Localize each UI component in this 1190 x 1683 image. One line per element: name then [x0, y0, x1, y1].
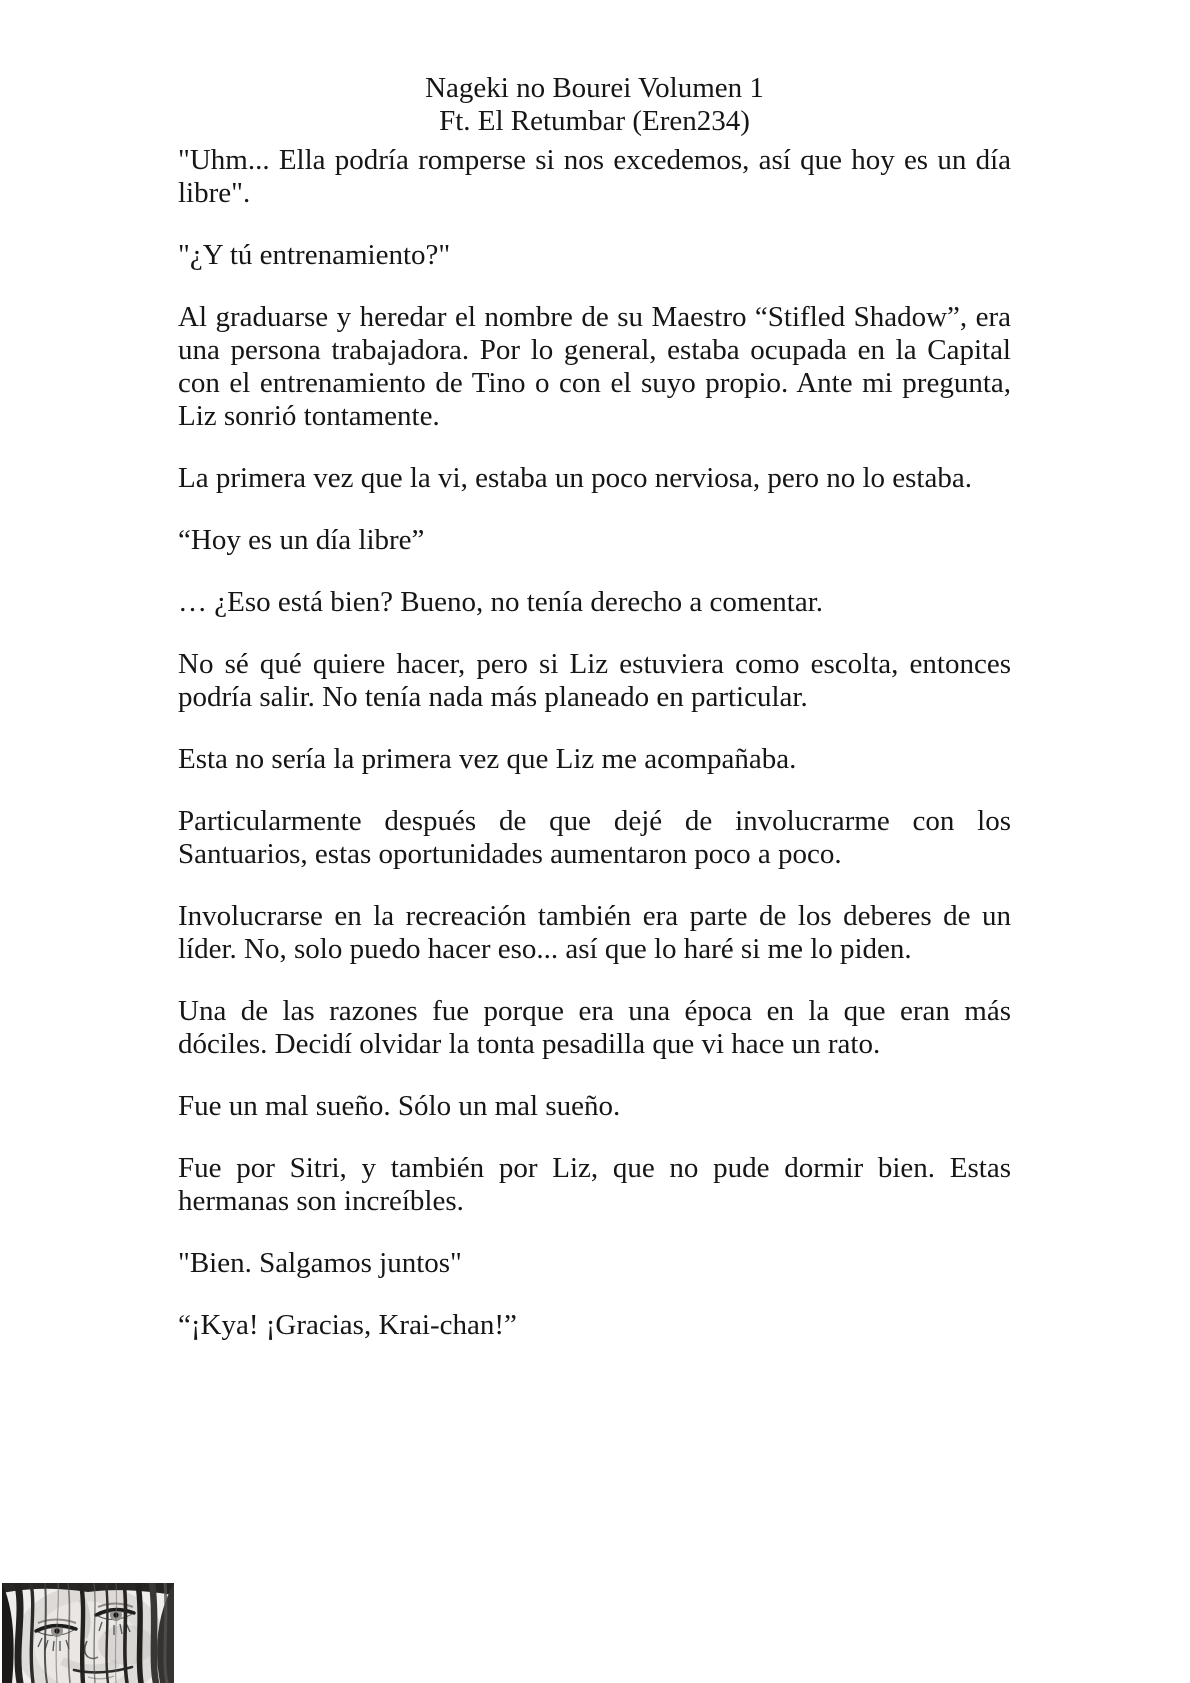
paragraph: No sé qué quiere hacer, pero si Liz estuviera como escolta, entonces podría salir. No tenía nada más planeado en particular.: [178, 648, 1011, 713]
paragraph: “Hoy es un día libre”: [178, 524, 425, 556]
document-header: [178, 72, 1011, 138]
document-title: Nageki no Bourei Volumen 1: [425, 72, 764, 104]
paragraph: “¡Kya! ¡Gracias, Krai-chan!”: [178, 1309, 517, 1341]
paragraph: Fue por Sitri, y también por Liz, que no pude dormir bien. Estas hermanas son increíbles.: [178, 1152, 1011, 1217]
paragraph: "¿Y tú entrenamiento?": [178, 239, 451, 271]
paragraph: Esta no sería la primera vez que Liz me acompañaba.: [178, 743, 797, 775]
paragraph: Particularmente después de que dejé de involucrarme con los Santuarios, estas oportunidades aumentaron poco a poco.: [178, 805, 1011, 870]
paragraph: "Uhm... Ella podría romperse si nos excedemos, así que hoy es un día libre".: [178, 144, 1011, 209]
document-subtitle: Ft. El Retumbar (Eren234): [439, 105, 750, 137]
document-body: [178, 144, 1011, 1342]
paragraph: Fue un mal sueño. Sólo un mal sueño.: [178, 1090, 621, 1122]
text-column: [178, 72, 1011, 1342]
paragraph: Involucrarse en la recreación también era parte de los deberes de un líder. No, solo puedo hacer eso... así que lo haré si me lo piden.: [178, 900, 1011, 965]
paragraph: Una de las razones fue porque era una época en la que eran más dóciles. Decidí olvidar la tonta pesadilla que vi hace un rato.: [178, 995, 1011, 1060]
paragraph: … ¿Eso está bien? Bueno, no tenía derecho a comentar.: [178, 586, 824, 618]
paragraph: Al graduarse y heredar el nombre de su Maestro “Stifled Shadow”, era una persona trabajadora. Por lo general, estaba ocupada en la Capital con el entrenamiento de Tino o con el suyo propio. Ante mi pregunta, Liz sonrió tontamente.: [178, 301, 1011, 432]
paragraph: "Bien. Salgamos juntos": [178, 1247, 462, 1279]
manga-face-illustration: [2, 1583, 174, 1683]
paragraph: La primera vez que la vi, estaba un poco nerviosa, pero no lo estaba.: [178, 462, 972, 494]
